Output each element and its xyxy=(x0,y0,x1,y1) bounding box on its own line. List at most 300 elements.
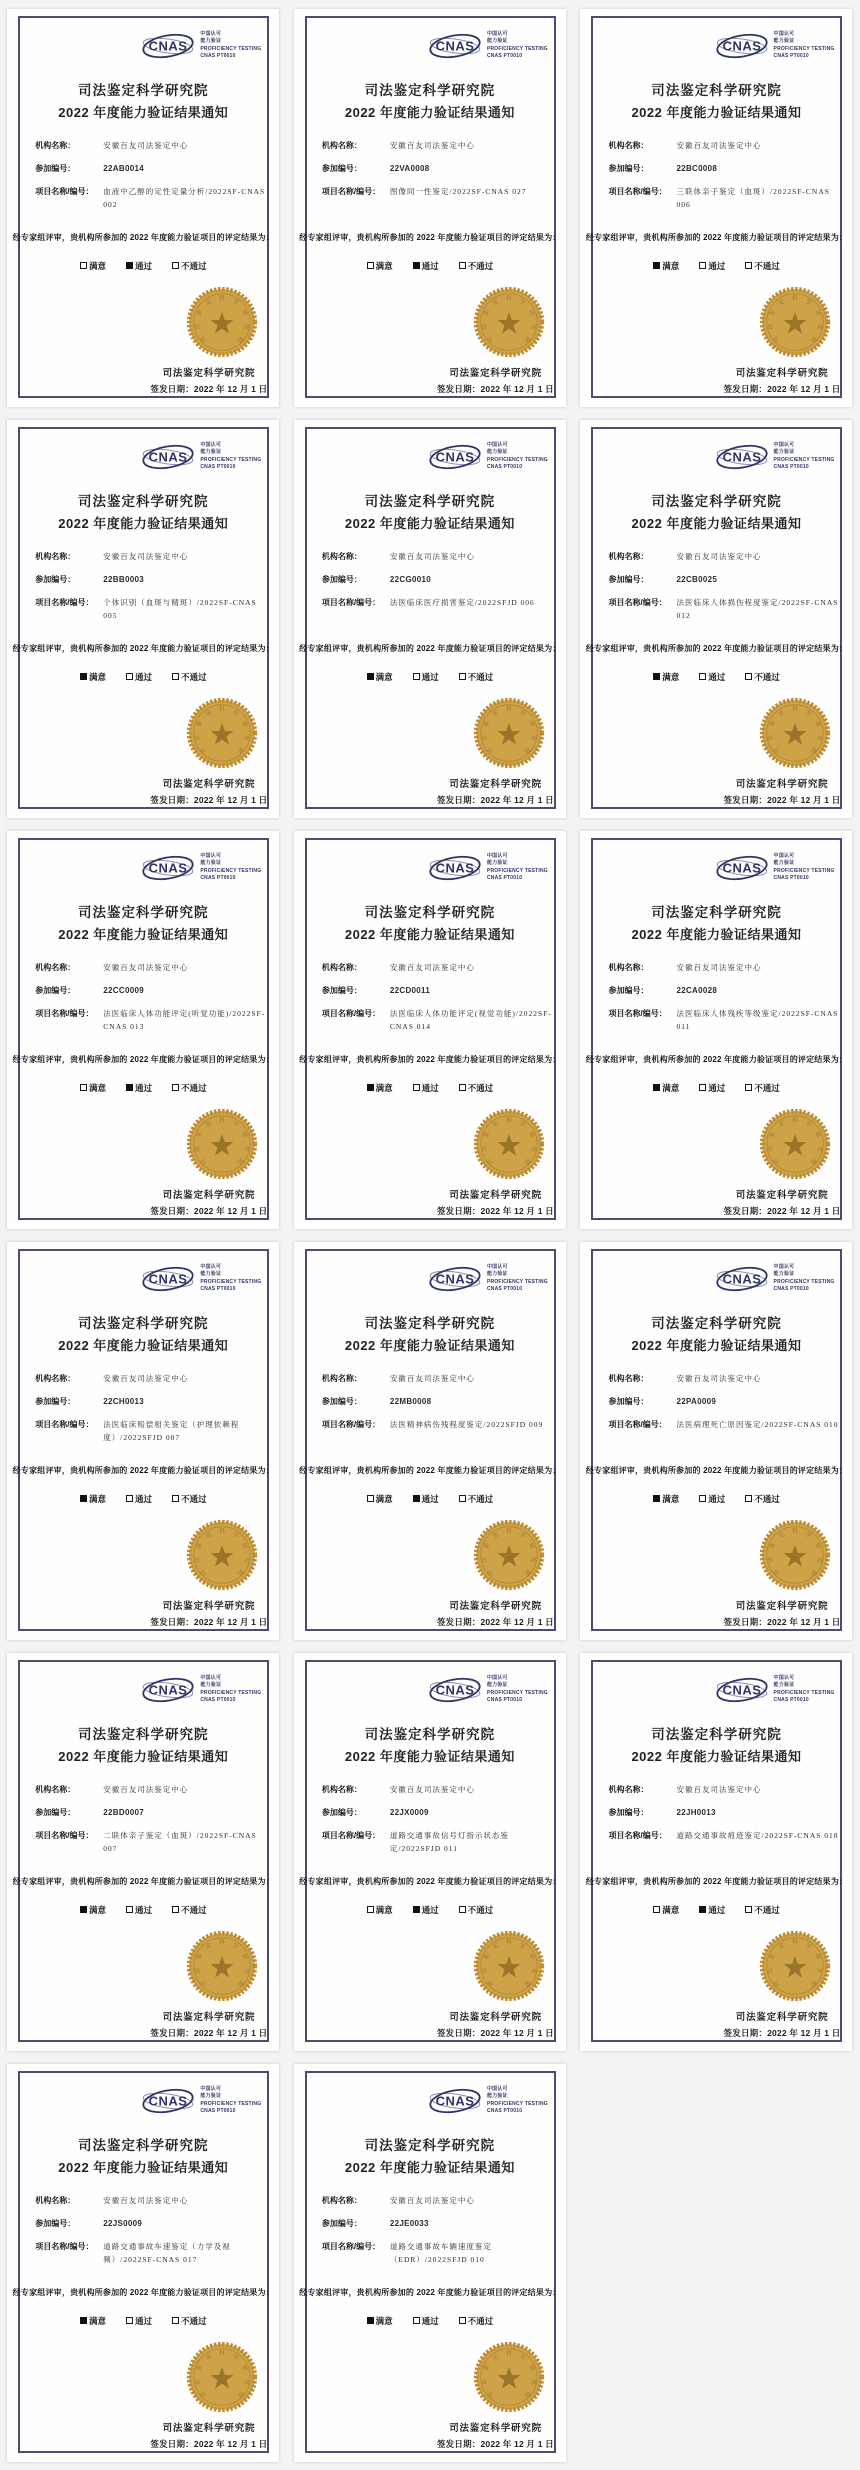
checkbox-unchecked-icon xyxy=(745,1906,752,1913)
seal-character: 鉴 xyxy=(196,719,205,728)
checkbox-checked-icon xyxy=(653,673,660,680)
seal-character: 法 xyxy=(768,1966,776,1974)
issuer-title: 司法鉴定科学研究院 xyxy=(364,904,496,920)
logo-caption-line: CNAS PT0010 xyxy=(200,1286,236,1292)
seal-character: 院 xyxy=(236,1156,245,1165)
certificate xyxy=(580,1653,852,2051)
seal-character: 司 xyxy=(486,1978,496,1987)
notice-title: 2022 年度能力验证结果通知 xyxy=(631,1748,802,1764)
cnas-logo-caption xyxy=(774,31,835,61)
notice-title: 2022 年度能力验证结果通知 xyxy=(58,1337,229,1353)
cnas-logo-text: CNAS xyxy=(435,1682,475,1697)
logo-caption-line: CNAS PT0010 xyxy=(773,875,809,881)
cnas-logo xyxy=(141,1675,261,1705)
seal-character: 研 xyxy=(527,1952,535,1961)
org-name-row xyxy=(322,139,554,152)
official-seal-icon xyxy=(185,1107,259,1181)
certificate xyxy=(7,831,279,1229)
project-value: 法医临床人体功能评定(听觉功能)/2022SF-CNAS 013 xyxy=(103,1008,266,1031)
result-option xyxy=(653,260,679,272)
cnas-logo xyxy=(141,853,261,883)
issuer-signature: 司法鉴定科学研究院 xyxy=(162,1189,256,1201)
checkbox-checked-icon xyxy=(413,1906,420,1913)
seal-character: 院 xyxy=(236,1567,245,1576)
result-option-label: 通过 xyxy=(708,260,726,271)
result-option-label: 满意 xyxy=(662,671,680,682)
result-option xyxy=(80,2315,106,2327)
notice-title: 2022 年度能力验证结果通知 xyxy=(58,104,229,120)
issuer-signature: 司法鉴定科学研究院 xyxy=(735,1189,829,1201)
project-label: 项目名称/编号： xyxy=(321,2241,381,2251)
seal-character: 学 xyxy=(804,1120,813,1129)
cnas-logo-text: CNAS xyxy=(148,449,188,464)
result-option-label: 通过 xyxy=(421,260,439,271)
org-name-row xyxy=(608,139,840,152)
result-option-label: 不通过 xyxy=(181,1082,207,1093)
seal-character: 院 xyxy=(809,334,818,343)
checkbox-unchecked-icon xyxy=(459,1906,466,1913)
cnas-logo-text: CNAS xyxy=(722,449,761,464)
seal-character: 鉴 xyxy=(482,1130,491,1139)
cnas-logo-text: CNAS xyxy=(148,1682,188,1697)
official-seal-icon xyxy=(185,1518,259,1592)
org-name-row xyxy=(322,1372,554,1385)
org-name-row xyxy=(35,139,267,152)
evaluation-statement: 经专家组评审，贵机构所参加的 2022 年度能力验证项目的评定结果为： xyxy=(299,232,561,242)
project-value: 法医精神病伤残程度鉴定/2022SFJD 009 xyxy=(389,1419,544,1429)
issuer-signature: 司法鉴定科学研究院 xyxy=(735,367,829,379)
result-option xyxy=(367,671,393,683)
logo-caption-line: PROFICIENCY TESTING xyxy=(773,45,835,52)
certificate-info xyxy=(608,1372,840,1441)
seal-character: 科 xyxy=(792,295,799,302)
result-option-label: 不通过 xyxy=(754,1493,780,1504)
checkbox-unchecked-icon xyxy=(126,1495,133,1502)
cnas-logo-text: CNAS xyxy=(148,860,188,875)
notice-title: 2022 年度能力验证结果通知 xyxy=(344,515,515,531)
certificate-info xyxy=(322,1783,554,1865)
seal-character: 司 xyxy=(486,1156,496,1165)
evaluation-statement: 经专家组评审，贵机构所参加的 2022 年度能力验证项目的评定结果为： xyxy=(299,2287,561,2297)
notice-title: 2022 年度能力验证结果通知 xyxy=(58,515,229,531)
evaluation-statement: 经专家组评审，贵机构所参加的 2022 年度能力验证项目的评定结果为： xyxy=(585,643,848,653)
notice-title: 2022 年度能力验证结果通知 xyxy=(344,1337,515,1353)
cnas-logo xyxy=(715,853,835,883)
issue-date: 签发日期：2022 年 12 月 1 日 xyxy=(150,1205,268,1216)
notice-title: 2022 年度能力验证结果通知 xyxy=(58,926,229,942)
project-label: 项目名称/编号： xyxy=(608,186,667,196)
project-value: 道路交通事故痕迹鉴定/2022SF-CNAS 018 xyxy=(676,1830,839,1840)
org-name-value: 安徽百友司法鉴定中心 xyxy=(103,962,189,972)
seal-character: 学 xyxy=(231,709,240,718)
seal-character: 院 xyxy=(236,745,245,754)
logo-caption-line: CNAS PT0010 xyxy=(486,464,523,470)
checkbox-unchecked-icon xyxy=(172,1495,179,1502)
issuer-title: 司法鉴定科学研究院 xyxy=(651,1315,782,1331)
result-options xyxy=(580,260,852,272)
checkbox-unchecked-icon xyxy=(459,1084,466,1091)
project-row xyxy=(35,1007,267,1033)
checkbox-unchecked-icon xyxy=(367,262,374,269)
project-row xyxy=(35,596,267,622)
result-option-label: 不通过 xyxy=(754,1904,780,1915)
cnas-logo-icon xyxy=(141,853,195,883)
certificate-info xyxy=(608,139,840,221)
result-option xyxy=(413,1082,439,1094)
issuer-signature: 司法鉴定科学研究院 xyxy=(735,2011,829,2023)
result-option xyxy=(699,1493,725,1505)
project-row xyxy=(608,1829,840,1842)
checkbox-unchecked-icon xyxy=(126,1906,133,1913)
issuer-signature: 司法鉴定科学研究院 xyxy=(162,778,256,790)
checkbox-unchecked-icon xyxy=(459,1495,466,1502)
seal-character: 研 xyxy=(813,1541,822,1550)
cnas-logo-icon xyxy=(428,1264,482,1294)
project-row xyxy=(35,185,267,211)
seal-character: 院 xyxy=(522,1156,531,1165)
cnas-logo-caption xyxy=(200,2086,261,2116)
participant-no-row xyxy=(35,573,267,586)
cnas-logo-icon xyxy=(428,2086,482,2116)
seal-character: 究 xyxy=(529,322,537,330)
project-label: 项目名称/编号： xyxy=(608,597,667,607)
org-name-label: 机构名称： xyxy=(321,551,362,561)
seal-character: 司 xyxy=(486,2389,496,2398)
result-option-label: 通过 xyxy=(135,260,153,271)
logo-caption-line: CNAS PT0010 xyxy=(200,1697,236,1703)
participant-no-row xyxy=(35,1395,267,1408)
seal-character: 法 xyxy=(481,322,489,330)
seal-character: 科 xyxy=(792,1117,799,1124)
seal-character: 定 xyxy=(778,1531,787,1540)
logo-caption-line: 中国认可 xyxy=(200,1674,222,1681)
checkbox-checked-icon xyxy=(80,673,87,680)
certificate-info xyxy=(35,2194,267,2276)
participant-no-value: 22JS0009 xyxy=(103,2218,143,2228)
issue-date: 签发日期：2022 年 12 月 1 日 xyxy=(436,2438,554,2449)
cnas-logo-caption xyxy=(487,853,548,883)
project-row xyxy=(322,596,554,609)
certificate-cell xyxy=(0,1235,287,1646)
issuer-title: 司法鉴定科学研究院 xyxy=(364,82,496,98)
checkbox-unchecked-icon xyxy=(413,1084,420,1091)
org-name-value: 安徽百友司法鉴定中心 xyxy=(103,1373,189,1383)
seal-character: 院 xyxy=(522,2389,531,2398)
result-option-label: 不通过 xyxy=(181,1493,207,1504)
result-option-label: 不通过 xyxy=(181,2315,207,2326)
checkbox-checked-icon xyxy=(367,673,374,680)
issue-date: 签发日期：2022 年 12 月 1 日 xyxy=(436,383,554,394)
seal-character: 院 xyxy=(809,1156,818,1165)
seal-character: 定 xyxy=(205,298,214,307)
logo-caption-line: CNAS PT0010 xyxy=(773,464,809,470)
checkbox-checked-icon xyxy=(367,2317,374,2324)
seal-character: 究 xyxy=(242,322,250,330)
seal-character: 法 xyxy=(195,1555,202,1563)
result-option xyxy=(80,671,106,683)
org-name-row xyxy=(322,550,554,563)
participant-no-value: 22BB0003 xyxy=(103,574,144,584)
participant-no-label: 参加编号： xyxy=(321,1396,362,1406)
cnas-logo xyxy=(141,2086,261,2116)
project-value: 二联体亲子鉴定（血斑）/2022SF-CNAS 007 xyxy=(103,1830,257,1853)
org-name-value: 安徽百友司法鉴定中心 xyxy=(103,2195,189,2205)
seal-character: 科 xyxy=(792,706,799,713)
result-option-label: 满意 xyxy=(375,260,393,271)
org-name-value: 安徽百友司法鉴定中心 xyxy=(389,2195,475,2205)
result-option xyxy=(126,1082,152,1094)
seal-character: 司 xyxy=(200,2389,209,2398)
logo-caption-line: 能力验证 xyxy=(773,38,795,44)
issuer-signature: 司法鉴定科学研究院 xyxy=(162,1600,256,1612)
result-option-label: 不通过 xyxy=(754,1082,780,1093)
seal-character: 定 xyxy=(205,1120,214,1129)
issuer-signature: 司法鉴定科学研究院 xyxy=(162,367,256,379)
certificate xyxy=(7,1242,279,1640)
participant-no-value: 22AB0014 xyxy=(103,163,144,173)
seal-character: 定 xyxy=(205,709,214,718)
result-options xyxy=(7,260,279,272)
participant-no-value: 22CD0011 xyxy=(389,985,431,995)
cnas-logo-caption xyxy=(487,2086,548,2116)
result-option-label: 不通过 xyxy=(754,260,780,271)
seal-character: 定 xyxy=(778,1120,787,1129)
checkbox-unchecked-icon xyxy=(459,262,466,269)
seal-character: 法 xyxy=(195,1144,202,1152)
seal-character: 司 xyxy=(486,1567,496,1576)
seal-character: 鉴 xyxy=(196,2363,205,2372)
seal-character: 司 xyxy=(773,1567,782,1576)
issuer-title: 司法鉴定科学研究院 xyxy=(78,1315,209,1331)
checkbox-unchecked-icon xyxy=(80,262,87,269)
issue-date: 签发日期：2022 年 12 月 1 日 xyxy=(723,2027,841,2038)
result-option xyxy=(699,671,725,683)
seal-character: 研 xyxy=(527,1130,535,1139)
certificate-cell xyxy=(573,824,860,1235)
project-label: 项目名称/编号： xyxy=(608,1419,667,1429)
participant-no-value: 22PA0009 xyxy=(676,1396,717,1406)
seal-character: 学 xyxy=(231,1531,240,1540)
result-options xyxy=(294,671,566,683)
cnas-logo xyxy=(141,442,261,472)
result-option-label: 不通过 xyxy=(181,1904,207,1915)
project-value: 法医临床赔偿相关鉴定（护理依赖程度）/2022SFJD 007 xyxy=(103,1419,240,1442)
result-option-label: 满意 xyxy=(375,2315,393,2326)
org-name-label: 机构名称： xyxy=(35,962,76,972)
org-name-label: 机构名称： xyxy=(35,2195,76,2205)
org-name-label: 机构名称： xyxy=(35,551,76,561)
result-option-label: 不通过 xyxy=(754,671,780,682)
result-option-label: 通过 xyxy=(421,1493,439,1504)
result-option-label: 通过 xyxy=(708,1082,726,1093)
checkbox-checked-icon xyxy=(80,1906,87,1913)
checkbox-unchecked-icon xyxy=(172,673,179,680)
checkbox-unchecked-icon xyxy=(699,673,706,680)
result-option-label: 通过 xyxy=(421,1082,439,1093)
issuer-signature: 司法鉴定科学研究院 xyxy=(449,2011,542,2023)
project-value: 个体识别（血斑与精斑）/2022SF-CNAS 005 xyxy=(103,597,257,620)
checkbox-unchecked-icon xyxy=(413,2317,420,2324)
org-name-label: 机构名称： xyxy=(321,1784,362,1794)
cnas-logo-icon xyxy=(141,442,195,472)
evaluation-statement: 经专家组评审，贵机构所参加的 2022 年度能力验证项目的评定结果为： xyxy=(585,232,848,242)
issuer-signature: 司法鉴定科学研究院 xyxy=(449,778,542,790)
certificate-cell xyxy=(573,2,860,413)
logo-caption-line: PROFICIENCY TESTING xyxy=(486,2100,548,2107)
participant-no-label: 参加编号： xyxy=(35,2218,76,2228)
project-value: 法医临床人体功能评定(视觉功能)/2022SF-CNAS 014 xyxy=(389,1008,552,1031)
evaluation-statement: 经专家组评审，贵机构所参加的 2022 年度能力验证项目的评定结果为： xyxy=(585,1876,848,1886)
seal-character: 研 xyxy=(813,1952,822,1961)
notice-title: 2022 年度能力验证结果通知 xyxy=(344,2159,515,2175)
checkbox-unchecked-icon xyxy=(745,673,752,680)
org-name-label: 机构名称： xyxy=(608,962,649,972)
seal-character: 司 xyxy=(200,1567,209,1576)
seal-character: 究 xyxy=(815,733,823,741)
cnas-logo xyxy=(715,31,835,61)
result-option-label: 满意 xyxy=(89,1082,107,1093)
logo-caption-line: 中国认可 xyxy=(486,441,508,448)
certificate xyxy=(294,1242,566,1640)
org-name-value: 安徽百友司法鉴定中心 xyxy=(389,1373,475,1383)
result-option-label: 满意 xyxy=(375,1082,393,1093)
result-option-label: 不通过 xyxy=(467,1904,494,1915)
seal-character: 究 xyxy=(529,733,537,741)
certificate-info xyxy=(35,1783,267,1865)
checkbox-unchecked-icon xyxy=(745,262,752,269)
logo-caption-line: CNAS PT0010 xyxy=(773,1286,809,1292)
logo-caption-line: 能力验证 xyxy=(200,1682,222,1688)
issuer-title: 司法鉴定科学研究院 xyxy=(651,904,782,920)
logo-caption-line: PROFICIENCY TESTING xyxy=(486,45,548,52)
seal-character: 研 xyxy=(813,308,822,317)
seal-character: 科 xyxy=(506,1117,512,1124)
cnas-logo xyxy=(141,31,261,61)
cnas-logo-text: CNAS xyxy=(435,449,475,464)
seal-character: 科 xyxy=(219,1528,226,1535)
seal-character: 学 xyxy=(518,709,526,718)
project-label: 项目名称/编号： xyxy=(321,1008,381,1018)
cnas-logo-icon xyxy=(141,2086,195,2116)
logo-caption-line: PROFICIENCY TESTING xyxy=(200,456,262,463)
evaluation-statement: 经专家组评审，贵机构所参加的 2022 年度能力验证项目的评定结果为： xyxy=(12,1465,274,1475)
seal-character: 鉴 xyxy=(482,1952,491,1961)
checkbox-checked-icon xyxy=(413,1495,420,1502)
seal-character: 究 xyxy=(815,322,823,330)
logo-caption-line: 能力验证 xyxy=(200,860,222,866)
issue-date: 签发日期：2022 年 12 月 1 日 xyxy=(723,1205,841,1216)
logo-caption-line: PROFICIENCY TESTING xyxy=(200,2100,262,2107)
logo-caption-line: PROFICIENCY TESTING xyxy=(486,456,548,463)
seal-character: 司 xyxy=(200,334,209,343)
result-option xyxy=(745,1082,780,1094)
logo-caption-line: PROFICIENCY TESTING xyxy=(200,867,262,874)
checkbox-unchecked-icon xyxy=(653,1906,660,1913)
result-option xyxy=(126,2315,152,2327)
logo-caption-line: CNAS PT0010 xyxy=(486,2108,523,2114)
org-name-value: 安徽百友司法鉴定中心 xyxy=(676,140,762,150)
project-label: 项目名称/编号： xyxy=(321,1419,381,1429)
certificate-info xyxy=(322,550,554,619)
cnas-logo-text: CNAS xyxy=(722,1271,761,1286)
logo-caption-line: PROFICIENCY TESTING xyxy=(773,456,835,463)
seal-character: 院 xyxy=(809,745,818,754)
cnas-logo-text: CNAS xyxy=(722,1682,761,1697)
seal-character: 法 xyxy=(481,733,489,741)
cnas-logo xyxy=(715,1264,835,1294)
seal-character: 究 xyxy=(815,1144,823,1152)
project-label: 项目名称/编号： xyxy=(35,1830,94,1840)
certificate-info xyxy=(35,1372,267,1454)
logo-caption-line: PROFICIENCY TESTING xyxy=(200,45,262,52)
seal-character: 鉴 xyxy=(482,308,491,317)
seal-character: 学 xyxy=(804,298,813,307)
issuer-signature: 司法鉴定科学研究院 xyxy=(735,1600,829,1612)
checkbox-checked-icon xyxy=(653,1495,660,1502)
logo-caption-line: 中国认可 xyxy=(200,852,222,859)
project-row xyxy=(322,1829,554,1855)
participant-no-value: 22CC0009 xyxy=(103,985,144,995)
seal-character: 科 xyxy=(219,1117,226,1124)
logo-caption-line: CNAS PT0010 xyxy=(486,875,523,881)
seal-character: 科 xyxy=(506,2350,512,2357)
org-name-label: 机构名称： xyxy=(35,1373,76,1383)
result-option xyxy=(745,1493,780,1505)
participant-no-label: 参加编号： xyxy=(321,1807,362,1817)
result-option xyxy=(172,671,207,683)
cnas-logo-text: CNAS xyxy=(435,38,475,53)
logo-caption-line: CNAS PT0010 xyxy=(773,1697,809,1703)
logo-caption-line: CNAS PT0010 xyxy=(486,1286,523,1292)
result-options xyxy=(7,1904,279,1916)
result-option xyxy=(699,1082,725,1094)
checkbox-unchecked-icon xyxy=(172,2317,179,2324)
issue-date: 签发日期：2022 年 12 月 1 日 xyxy=(436,1616,554,1627)
org-name-value: 安徽百友司法鉴定中心 xyxy=(676,1373,762,1383)
certificate-info xyxy=(322,961,554,1043)
notice-title: 2022 年度能力验证结果通知 xyxy=(631,926,802,942)
certificate-cell xyxy=(0,2057,287,2468)
result-option-label: 通过 xyxy=(421,1904,439,1915)
evaluation-statement: 经专家组评审，贵机构所参加的 2022 年度能力验证项目的评定结果为： xyxy=(12,643,274,653)
certificate-cell xyxy=(573,413,860,824)
result-option xyxy=(413,260,439,272)
certificate-info xyxy=(608,550,840,632)
participant-no-row xyxy=(322,1806,554,1819)
cnas-logo-icon xyxy=(715,1264,769,1294)
seal-character: 院 xyxy=(522,1567,531,1576)
project-row xyxy=(608,1418,840,1431)
cnas-logo-text: CNAS xyxy=(722,860,761,875)
evaluation-statement: 经专家组评审，贵机构所参加的 2022 年度能力验证项目的评定结果为： xyxy=(12,1876,274,1886)
checkbox-unchecked-icon xyxy=(367,1906,374,1913)
org-name-label: 机构名称： xyxy=(321,1373,362,1383)
result-options xyxy=(7,671,279,683)
result-option xyxy=(459,260,494,272)
logo-caption-line: 能力验证 xyxy=(773,449,795,455)
seal-character: 法 xyxy=(481,2377,489,2385)
seal-character: 法 xyxy=(195,322,202,330)
seal-character: 究 xyxy=(242,2377,250,2385)
seal-character: 司 xyxy=(200,1978,209,1987)
evaluation-statement: 经专家组评审，贵机构所参加的 2022 年度能力验证项目的评定结果为： xyxy=(299,1876,561,1886)
cnas-logo-caption xyxy=(774,853,835,883)
issue-date: 签发日期：2022 年 12 月 1 日 xyxy=(150,2438,268,2449)
seal-character: 科 xyxy=(506,1528,512,1535)
org-name-value: 安徽百友司法鉴定中心 xyxy=(389,962,475,972)
participant-no-label: 参加编号： xyxy=(608,985,649,995)
project-row xyxy=(322,2240,554,2266)
